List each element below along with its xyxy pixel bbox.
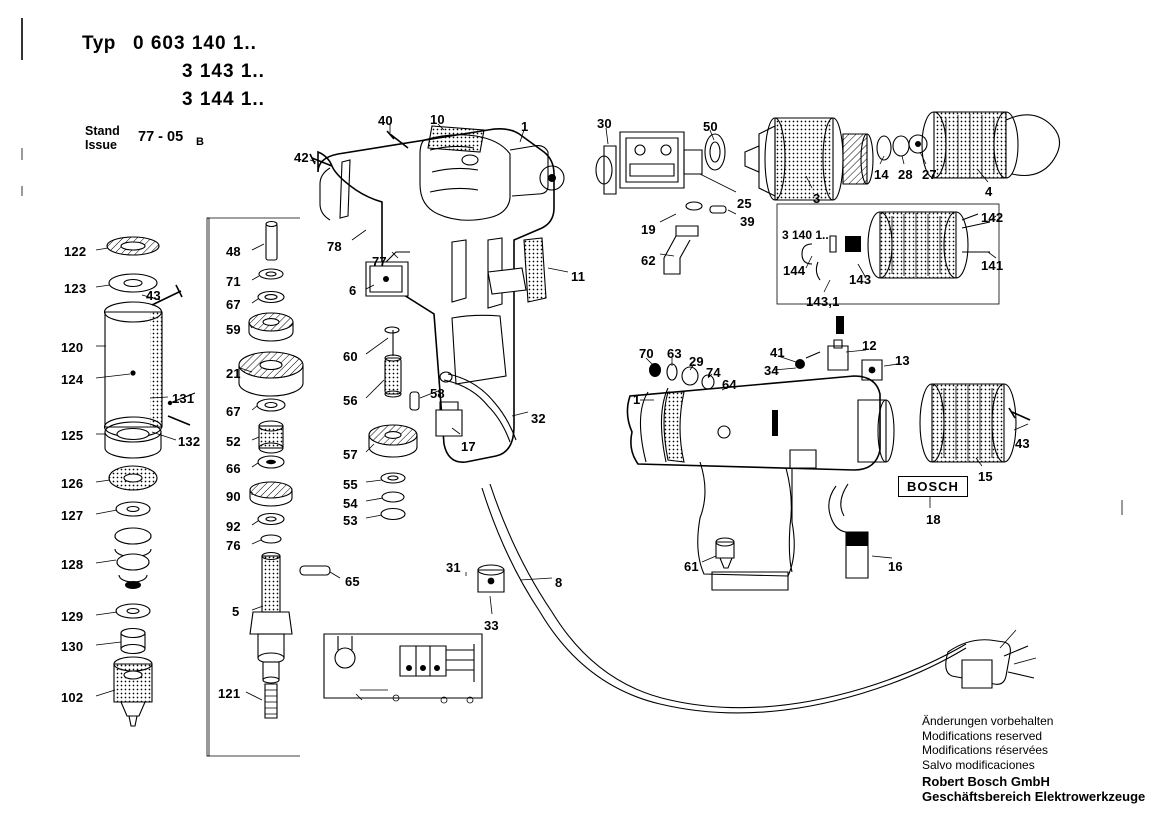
footer-line-2: Modifications reserved	[922, 728, 1043, 743]
callout-number: 121	[218, 686, 241, 701]
typ-number-3: 3 144 1..	[182, 89, 265, 110]
callout-number: 39	[740, 214, 755, 229]
callout-number: 124	[61, 372, 84, 387]
typ-label: Typ	[82, 33, 116, 54]
callout-number: 71	[226, 274, 241, 289]
callout-number: 128	[61, 557, 84, 572]
callout-number: 61	[684, 559, 699, 574]
callout-number: 122	[64, 244, 87, 259]
callout-number: 5	[232, 604, 240, 619]
callout-number: 78	[327, 239, 342, 254]
callout-number: 52	[226, 434, 241, 449]
callout-number: 131	[172, 391, 195, 406]
callout-number: 130	[61, 639, 84, 654]
footer-line-4: Salvo modificaciones	[922, 757, 1035, 772]
footer-line-1: Änderungen vorbehalten	[922, 714, 1054, 728]
callout-number: 10	[430, 112, 445, 127]
stand-label-de: Stand	[85, 124, 120, 138]
callout-number: 12	[862, 338, 877, 353]
callout-number: 65	[345, 574, 360, 589]
callout-number: 18	[926, 512, 941, 527]
variant-label: 3 140 1..	[782, 228, 829, 242]
callout-number: 126	[61, 476, 84, 491]
callout-number: 53	[343, 513, 358, 528]
callout-number: 70	[639, 346, 654, 361]
callout-number: 56	[343, 393, 358, 408]
typ-number-1: 0 603 140 1..	[133, 33, 257, 54]
callout-number: 76	[226, 538, 241, 553]
callout-number: 142	[981, 210, 1004, 225]
callout-number: 3	[813, 191, 821, 206]
callout-number: 15	[978, 469, 993, 484]
callout-number: 125	[61, 428, 84, 443]
callout-number: 14	[874, 167, 889, 182]
callout-number: 123	[64, 281, 87, 296]
callout-number: 50	[703, 119, 718, 134]
callout-number: 25	[737, 196, 752, 211]
stand-value: 77 - 05	[138, 129, 184, 145]
callout-number: 4	[985, 184, 993, 199]
callout-number: 92	[226, 519, 241, 534]
callout-number: 32	[531, 411, 546, 426]
stand-suffix: B	[196, 136, 204, 148]
callout-number: 28	[898, 167, 913, 182]
callout-number: 30	[597, 116, 612, 131]
callout-number: 17	[461, 439, 476, 454]
callout-number: 43	[1015, 436, 1030, 451]
callout-number: 19	[641, 222, 656, 237]
callout-number: 63	[667, 346, 682, 361]
callout-number: 40	[378, 113, 393, 128]
callout-number: 62	[641, 253, 656, 268]
callout-number: 48	[226, 244, 241, 259]
callout-number: 59	[226, 322, 241, 337]
callout-number: 1	[633, 392, 641, 407]
callout-number: 1	[521, 119, 529, 134]
bosch-logo-text: BOSCH	[898, 476, 968, 497]
callout-number: 27	[922, 167, 937, 182]
callout-number: 120	[61, 340, 84, 355]
callout-number: 90	[226, 489, 241, 504]
callout-number: 144	[783, 263, 806, 278]
callout-number: 42	[294, 150, 309, 165]
callout-number: 6	[349, 283, 357, 298]
callout-number: 143	[849, 272, 872, 287]
footer-line-3: Modifications réservées	[922, 743, 1049, 757]
callout-number: 8	[555, 575, 563, 590]
callout-number: 31	[446, 560, 461, 575]
callout-number: 34	[764, 363, 779, 378]
callout-number: 21	[226, 366, 241, 381]
callout-number: 77	[372, 254, 387, 269]
footer-company: Robert Bosch GmbH	[922, 774, 1050, 789]
callout-number: 141	[981, 258, 1004, 273]
callout-number: 102	[61, 690, 84, 705]
callout-number: 16	[888, 559, 903, 574]
callout-number: 58	[430, 386, 445, 401]
callout-number: 54	[343, 496, 358, 511]
callout-number: 67	[226, 297, 241, 312]
callout-number: 66	[226, 461, 241, 476]
callout-number: 55	[343, 477, 358, 492]
callout-number: 132	[178, 434, 201, 449]
callout-number: 33	[484, 618, 499, 633]
callout-number: 129	[61, 609, 84, 624]
callout-number: 67	[226, 404, 241, 419]
callout-number: 41	[770, 345, 785, 360]
callout-number: 74	[706, 365, 721, 380]
callout-number: 11	[571, 269, 586, 284]
callout-number: 29	[689, 354, 704, 369]
stand-label-en: Issue	[85, 138, 117, 152]
callout-number: 43	[146, 288, 161, 303]
callout-number: 57	[343, 447, 358, 462]
callout-number: 60	[343, 349, 358, 364]
callout-number: 143,1	[806, 294, 840, 309]
footer-division: Geschäftsbereich Elektrowerkzeuge	[922, 788, 1146, 804]
callout-number: 64	[722, 377, 737, 392]
typ-number-2: 3 143 1..	[182, 61, 265, 82]
callout-number: 13	[895, 353, 910, 368]
callout-number: 127	[61, 508, 84, 523]
